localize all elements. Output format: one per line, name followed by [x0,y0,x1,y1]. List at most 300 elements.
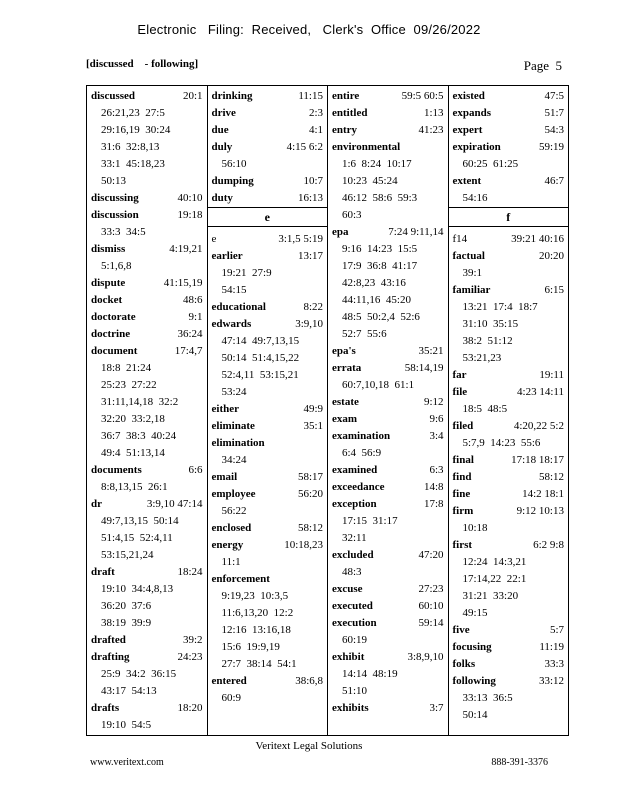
index-entry-line [453,418,565,435]
index-entry [91,496,203,564]
index-entry [212,231,324,248]
index-entry-line [332,428,444,445]
index-entry-line [332,105,444,122]
index-reference: 10:7 [303,175,323,187]
index-entry-line [453,622,565,639]
index-entry-line [91,632,203,649]
index-entry [332,598,444,615]
index-entry [332,88,444,105]
index-entry [212,537,324,571]
index-term: folks [452,658,476,670]
index-reference: 33:3 [544,658,564,670]
index-reference-continuation: 53:15,21,24 [101,549,154,561]
index-reference-continuation: 5:1,6,8 [101,260,132,272]
index-entry [453,122,565,139]
index-entry [453,282,565,367]
index-entry [453,384,565,418]
index-entry-line [332,88,444,105]
index-term: f14 [452,233,468,245]
index-entry-line [453,282,565,299]
index-reference-continuation: 10:18 [462,522,488,534]
index-entry-line [332,649,444,666]
index-reference: 20:1 [182,90,203,102]
index-entry-line [332,360,444,377]
index-term: doctrine [91,328,131,340]
index-reference: 39:2 [182,634,203,646]
index-reference-continuation: 56:22 [221,505,247,517]
index-reference: 19:18 [177,209,203,221]
section-letter-header: f [449,207,569,227]
index-entry-line [453,88,565,105]
index-reference-continuation: 33:13 36:5 [462,692,513,704]
index-reference: 27:23 [418,583,444,595]
index-reference-continuation: 51:4,15 52:4,11 [101,532,173,544]
index-term: entered [211,675,247,687]
index-term: familiar [452,284,491,296]
index-term: drafts [91,702,120,714]
index-reference-continuation: 6:4 56:9 [342,447,382,459]
index-reference: 59:14 [418,617,444,629]
index-reference-continuation: 17:14,22 22:1 [462,573,527,585]
index-entry-line [212,435,324,452]
index-term: excluded [332,549,374,561]
index-reference: 58:12 [297,522,323,534]
index-reference-continuation: 60:3 [342,209,362,221]
index-term: discussion [91,209,139,221]
index-term: following [452,675,496,687]
index-reference-continuation: 26:21,23 27:5 [101,107,165,119]
index-reference: 18:24 [177,566,203,578]
index-entry-line [91,564,203,581]
index-entry [212,173,324,190]
index-reference-continuation: 9:19,23 10:3,5 [221,590,289,602]
index-entry-line [332,224,444,241]
index-entry [91,649,203,700]
index-entry [332,547,444,581]
index-reference-continuation: 34:24 [221,454,247,466]
index-entry-line [332,615,444,632]
index-entry [453,88,565,105]
index-reference: 41:15,19 [163,277,203,289]
index-entry [91,190,203,207]
index-term: executed [332,600,373,612]
index-entry [453,469,565,486]
index-entry [332,462,444,479]
index-term: due [211,124,229,136]
index-term: entire [332,90,360,102]
index-term: document [91,345,138,357]
index-entry [332,496,444,547]
index-term: firm [452,505,474,517]
index-entry [332,122,444,139]
index-entry-line [91,190,203,207]
index-entry-line [212,88,324,105]
index-term: energy [211,539,244,551]
index-entry [212,299,324,316]
index-entry [453,105,565,122]
index-entry [453,418,565,452]
index-reference-continuation: 53:21,23 [462,352,502,364]
index-entry-line [332,496,444,513]
index-reference-continuation: 18:8 21:24 [101,362,152,374]
index-term: expiration [452,141,501,153]
index-entry-line [453,486,565,503]
index-term: filed [452,420,474,432]
index-reference: 59:19 [538,141,564,153]
index-reference-continuation: 47:14 49:7,13,15 [221,335,300,347]
index-reference: 3:1,5 5:19 [278,233,323,245]
index-entry [91,564,203,632]
index-reference: 14:8 [423,481,444,493]
index-reference: 3:4 [429,430,444,442]
index-entry [332,411,444,428]
index-entry [212,435,324,469]
index-entry [91,207,203,241]
index-term: educational [211,301,266,313]
index-entry-line [212,537,324,554]
index-reference-continuation: 56:10 [221,158,247,170]
index-entry-line [332,479,444,496]
index-reference-continuation: 60:7,10,18 61:1 [342,379,415,391]
index-reference: 9:6 [429,413,444,425]
index-term: dumping [211,175,254,187]
index-entry [453,452,565,469]
index-reference: 3:9,10 [295,318,323,330]
index-entry-line [332,581,444,598]
index-term: examined [332,464,378,476]
index-term: email [211,471,238,483]
index-entry [332,224,444,343]
index-term: discussed [91,90,136,102]
index-entry-line [453,384,565,401]
index-term: dispute [91,277,126,289]
index-entry [212,248,324,299]
index-reference: 4:15 6:2 [286,141,323,153]
index-entry-line [453,173,565,190]
index-entry-line [332,547,444,564]
index-reference-continuation: 31:6 32:8,13 [101,141,160,153]
index-reference-continuation: 9:16 14:23 15:5 [342,243,418,255]
index-entry-line [453,231,565,248]
index-term: fine [452,488,471,500]
index-entry [91,632,203,649]
index-reference-continuation: 48:3 [342,566,362,578]
index-reference-continuation: 50:14 51:4,15,22 [221,352,300,364]
index-term: earlier [211,250,243,262]
index-term: eliminate [211,420,255,432]
index-reference-continuation: 38:19 39:9 [101,617,152,629]
index-reference-continuation: 43:17 54:13 [101,685,157,697]
footer-company: Veritext Legal Solutions [255,740,363,752]
index-entry [212,520,324,537]
index-entry [332,649,444,700]
index-reference-continuation: 25:23 27:22 [101,379,157,391]
page-number: Page 5 [523,58,562,73]
index-term: existed [452,90,485,102]
index-reference-continuation: 17:15 31:17 [342,515,398,527]
index-reference: 41:23 [418,124,444,136]
index-reference-continuation: 19:10 34:4,8,13 [101,583,174,595]
index-entry-line [91,309,203,326]
index-entry [332,700,444,717]
index-term: excuse [332,583,363,595]
index-entry-line [91,275,203,292]
index-entry [453,673,565,724]
index-entry-line [453,537,565,554]
index-reference: 40:10 [177,192,203,204]
index-entry [332,139,444,224]
index-entry [212,469,324,486]
index-reference: 3:9,10 47:14 [146,498,203,510]
index-reference-continuation: 13:21 17:4 18:7 [462,301,538,313]
index-entry [453,173,565,207]
index-reference-continuation: 49:4 51:13,14 [101,447,165,459]
index-entry-line [332,139,444,156]
index-entry-line [212,469,324,486]
index-reference: 9:12 [423,396,444,408]
index-reference: 46:7 [544,175,564,187]
index-reference: 11:19 [539,641,564,653]
index-reference-continuation: 12:16 13:16,18 [221,624,291,636]
index-reference: 2:3 [308,107,323,119]
index-entry [91,88,203,190]
index-reference: 47:20 [418,549,444,561]
index-reference-continuation: 31:10 35:15 [462,318,519,330]
index-reference-continuation: 11:1 [221,556,241,568]
index-reference-continuation: 32:20 33:2,18 [101,413,165,425]
index-reference: 1:13 [423,107,444,119]
index-entry-line [453,673,565,690]
index-term: entry [332,124,358,136]
index-reference-continuation: 29:16,19 30:24 [101,124,171,136]
index-reference: 6:6 [188,464,203,476]
index-reference-continuation: 11:6,13,20 12:2 [221,607,294,619]
index-term: expands [452,107,492,119]
index-term: e [211,233,217,245]
index-entry-line [212,418,324,435]
index-term: exception [332,498,377,510]
index-entry-line [332,394,444,411]
index-term: far [452,369,467,381]
index-reference: 48:6 [182,294,203,306]
index-reference-continuation: 44:11,16 45:20 [342,294,411,306]
index-entry [453,656,565,673]
index-reference-continuation: 54:16 [462,192,488,204]
filing-stamp-header: Electronic Filing: Received, Clerk's Office 09/26/2022 [137,22,481,37]
index-entry-line [91,326,203,343]
index-reference-continuation: 25:9 34:2 36:15 [101,668,177,680]
index-reference: 58:14,19 [404,362,444,374]
index-entry-line [91,292,203,309]
index-entry [91,343,203,462]
index-reference-continuation: 12:24 14:3,21 [462,556,527,568]
index-reference-continuation: 52:4,11 53:15,21 [221,369,299,381]
index-term: enclosed [211,522,252,534]
index-entry [91,292,203,309]
index-entry-line [212,173,324,190]
index-entry-line [453,139,565,156]
index-reference-continuation: 50:14 [462,709,488,721]
index-term: file [452,386,468,398]
index-term: find [452,471,472,483]
index-term: factual [452,250,485,262]
index-term: doctorate [91,311,136,323]
index-reference: 17:18 18:17 [511,454,564,466]
index-entry [453,231,565,248]
index-term: epa [332,226,349,238]
index-reference-continuation: 19:10 54:5 [101,719,152,731]
index-column-1 [87,86,208,735]
index-reference: 6:15 [544,284,564,296]
index-entry [91,309,203,326]
index-reference: 4:23 14:11 [517,386,564,398]
index-reference: 59:5 60:5 [401,90,444,102]
index-reference-continuation: 5:7,9 14:23 55:6 [462,437,541,449]
index-term: drafted [91,634,126,646]
index-term: exceedance [332,481,385,493]
index-entry [332,360,444,394]
index-reference-continuation: 39:1 [462,267,483,279]
index-term: drinking [211,90,253,102]
index-term: duty [211,192,233,204]
index-reference-continuation: 33:1 45:18,23 [101,158,165,170]
index-term: draft [91,566,115,578]
index-reference: 17:8 [423,498,444,510]
index-term: either [211,403,239,415]
word-index-grid [86,85,569,736]
index-reference-continuation: 36:20 37:6 [101,600,152,612]
index-entry-line [453,452,565,469]
index-entry-line [212,486,324,503]
index-reference: 38:6,8 [295,675,323,687]
index-reference-continuation: 49:7,13,15 50:14 [101,515,179,527]
index-entry [212,122,324,139]
index-reference: 33:12 [538,675,564,687]
index-reference: 7:24 9:11,14 [388,226,444,238]
index-term: examination [332,430,391,442]
index-term: discussing [91,192,139,204]
index-entry-line [212,316,324,333]
index-entry-line [212,401,324,418]
index-reference-continuation: 53:24 [221,386,247,398]
index-reference: 4:20,22 5:2 [513,420,564,432]
index-term: duly [211,141,233,153]
index-term: dr [91,498,102,510]
index-entry-line [212,299,324,316]
index-entry [453,139,565,173]
index-term: drive [211,107,236,119]
index-entry-line [91,462,203,479]
index-reference: 6:3 [429,464,444,476]
index-reference: 47:5 [544,90,564,102]
index-entry-line [212,571,324,588]
index-entry [453,503,565,537]
index-entry [332,581,444,598]
index-reference-continuation: 36:7 38:3 40:24 [101,430,177,442]
index-entry-line [453,656,565,673]
index-term: edwards [211,318,252,330]
index-reference: 9:12 10:13 [516,505,564,517]
index-entry-line [332,700,444,717]
index-reference-continuation: 14:14 48:19 [342,668,398,680]
index-reference-continuation: 32:11 [342,532,367,544]
index-entry-line [332,462,444,479]
index-reference: 19:11 [539,369,564,381]
index-entry [453,639,565,656]
index-entry [453,486,565,503]
index-entry-line [212,520,324,537]
index-reference: 3:7 [429,702,444,714]
index-reference-continuation: 60:19 [342,634,368,646]
index-range-label: [discussed - following] [86,58,199,70]
index-entry-line [453,367,565,384]
index-reference-continuation: 54:15 [221,284,247,296]
index-entry [212,139,324,173]
index-entry [91,462,203,496]
index-entry [332,428,444,462]
index-entry [212,418,324,435]
index-entry-line [212,190,324,207]
index-term: five [452,624,470,636]
index-reference-continuation: 18:5 48:5 [462,403,508,415]
index-reference-continuation: 38:2 51:12 [462,335,513,347]
index-reference: 17:4,7 [174,345,203,357]
index-reference-continuation: 42:8,23 43:16 [342,277,406,289]
index-entry-line [332,122,444,139]
index-reference: 6:2 9:8 [533,539,564,551]
index-reference: 13:17 [297,250,323,262]
index-entry-line [453,503,565,520]
index-reference-continuation: 1:6 8:24 10:17 [342,158,412,170]
index-term: exhibits [332,702,369,714]
index-entry [91,700,203,734]
index-reference-continuation: 51:10 [342,685,368,697]
index-entry-line [91,649,203,666]
index-term: exhibit [332,651,365,663]
index-reference-continuation: 31:21 33:20 [462,590,519,602]
index-reference: 10:18,23 [284,539,323,551]
index-reference: 49:9 [303,403,323,415]
index-entry [212,486,324,520]
index-entry [212,105,324,122]
index-reference: 58:17 [297,471,323,483]
index-entry [212,316,324,401]
index-reference: 39:21 40:16 [511,233,564,245]
index-reference: 9:1 [188,311,203,323]
index-reference: 16:13 [297,192,323,204]
index-term: exam [332,413,358,425]
index-entry [332,479,444,496]
index-column-2 [208,86,329,735]
index-reference: 3:8,9,10 [407,651,444,663]
index-reference: 58:12 [538,471,564,483]
index-reference-continuation: 46:12 58:6 59:3 [342,192,418,204]
index-term: estate [332,396,359,408]
index-reference-continuation: 31:11,14,18 32:2 [101,396,179,408]
index-reference-continuation: 19:21 27:9 [221,267,272,279]
index-reference: 60:10 [418,600,444,612]
index-entry-line [453,122,565,139]
index-entry-line [332,411,444,428]
index-reference: 8:22 [303,301,323,313]
index-entry [212,571,324,673]
footer-website: www.veritext.com [90,757,164,768]
index-reference-continuation: 10:23 45:24 [342,175,398,187]
index-reference-continuation: 8:8,13,15 26:1 [101,481,168,493]
index-reference-continuation: 50:13 [101,175,127,187]
index-term: errata [332,362,362,374]
index-reference: 14:2 18:1 [522,488,564,500]
